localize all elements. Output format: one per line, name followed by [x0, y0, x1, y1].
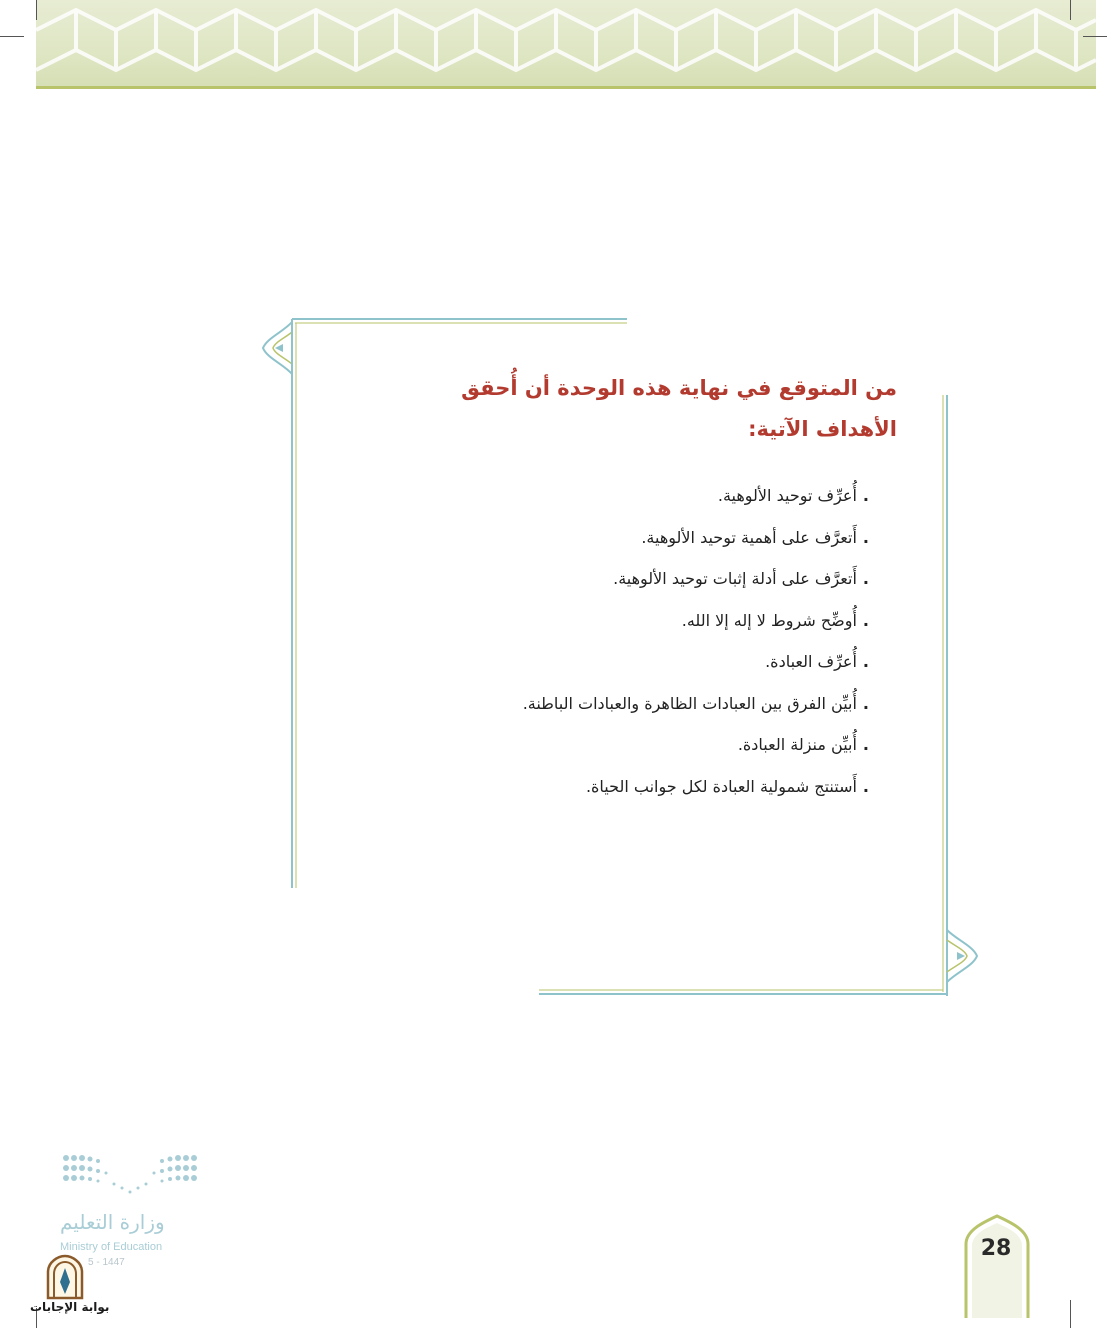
- crop-mark: [0, 36, 24, 37]
- ministry-name-arabic: وزارة التعليم: [60, 1210, 165, 1234]
- crop-mark: [1070, 0, 1071, 20]
- geometric-pattern: [36, 0, 1096, 86]
- crop-mark: [1083, 36, 1107, 37]
- objectives-heading: من المتوقع في نهاية هذه الوحدة أن أُحقق الأهداف الآتية:: [461, 376, 897, 441]
- ministry-name-english: Ministry of Education: [60, 1241, 163, 1253]
- objectives-list: [309, 478, 869, 810]
- header-decoration: [36, 0, 1096, 86]
- ministry-year: 5 - 1447: [88, 1257, 125, 1268]
- crop-mark: [36, 0, 37, 20]
- objective-item: .أَتعرَّف على أدلة إثبات توحيد الألوهية.: [613, 569, 869, 588]
- objective-item: .أَتعرَّف على أهمية توحيد الألوهية.: [641, 527, 869, 547]
- objective-item: .أُعرِّف توحيد الألوهية.: [717, 486, 869, 505]
- objective-item: .أُعرِّف العبادة.: [765, 652, 869, 671]
- page-number-tab: [962, 1214, 1032, 1318]
- page-number: 28: [980, 1236, 1012, 1261]
- header-rule: [36, 86, 1096, 89]
- objective-item: .أُبيِّن منزلة العبادة.: [737, 735, 869, 754]
- objective-item: .أُبيِّن الفرق بين العبادات الظاهرة والعبادات الباطنة.: [522, 693, 869, 713]
- crop-mark: [1070, 1300, 1071, 1328]
- ministry-logo-icon: [60, 1152, 200, 1200]
- site-label: بوابة الإجابات: [30, 1300, 110, 1314]
- objective-item: .أُوضِّح شروط لا إله إلا الله.: [681, 610, 869, 630]
- objective-item: .أَستنتج شمولية العبادة لكل جوانب الحياة.: [585, 776, 869, 796]
- site-logo-icon: [42, 1254, 88, 1300]
